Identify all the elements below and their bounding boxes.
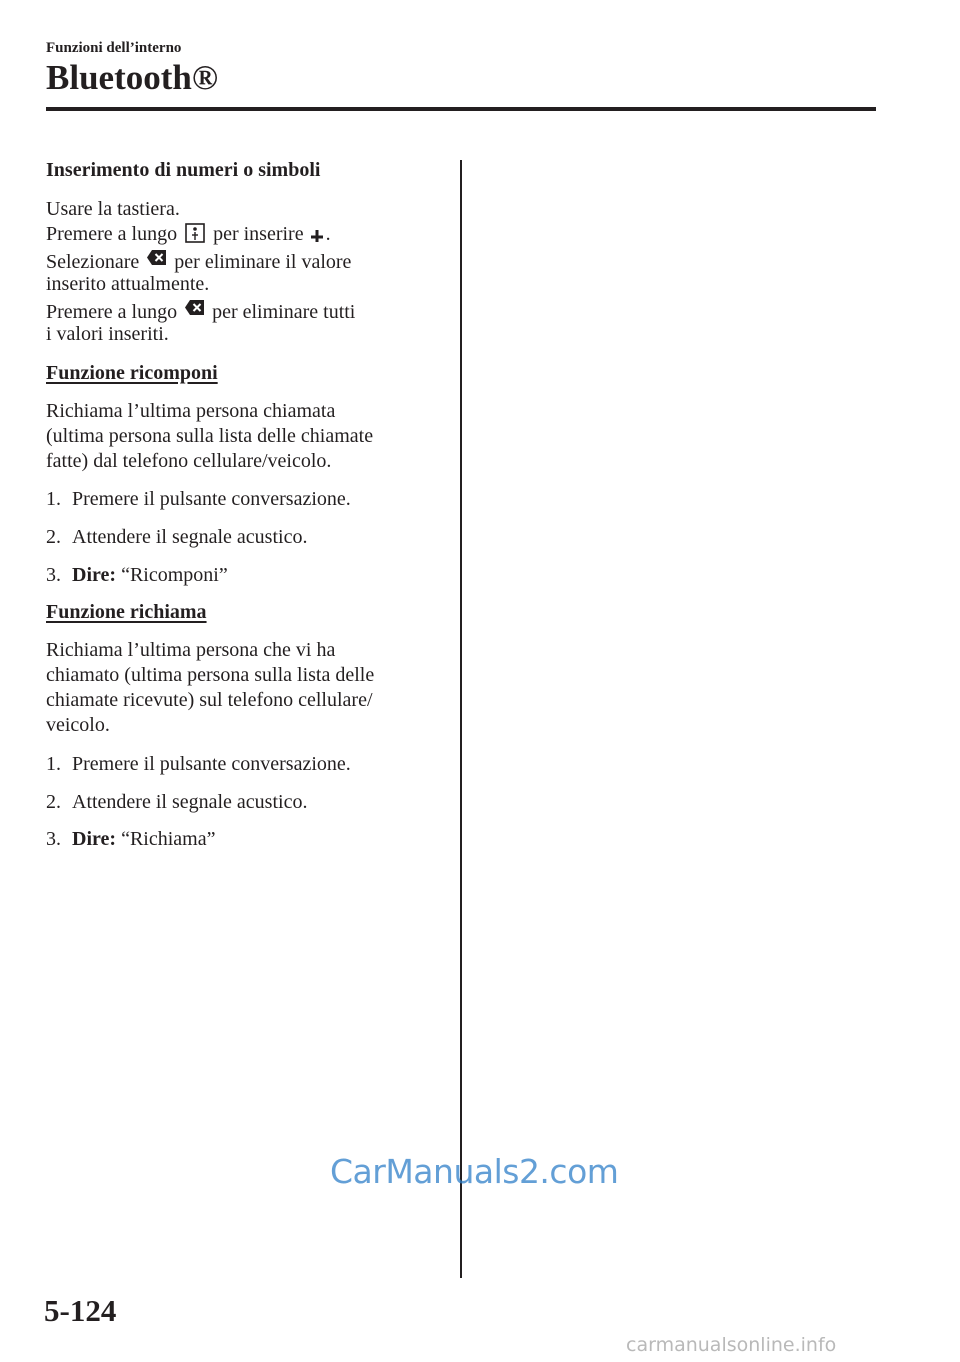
redial-heading: Funzione ricomponi — [46, 362, 218, 384]
site-watermark: carmanualsonline.info — [626, 1334, 837, 1356]
watermark-text: CarManuals2.com — [330, 1152, 619, 1191]
step-label: Dire: — [72, 564, 117, 586]
numbers-text-line — [46, 222, 331, 250]
step-number: 2. — [46, 526, 61, 548]
redial-step — [46, 563, 228, 588]
numbers-text-line: Usare la tastiera. — [46, 198, 180, 220]
numbers-text-fragment: Premere a lungo — [46, 301, 178, 323]
redial-desc-line: fatte) dal telefono cellulare/veicolo. — [46, 450, 332, 472]
callback-step — [46, 827, 215, 852]
redial-step — [46, 525, 307, 550]
header-rule — [46, 107, 876, 111]
step-label: Dire: — [72, 828, 117, 850]
redial-step — [46, 487, 351, 512]
page-number: 5-124 — [44, 1293, 117, 1328]
numbers-text-line — [46, 247, 351, 275]
callback-desc-line: chiamate ricevute) sul telefono cellulare/ — [46, 689, 373, 711]
callback-step — [46, 752, 351, 777]
step-text: Premere il pulsante conversazione. — [72, 753, 351, 775]
numbers-text-fragment: per inserire — [213, 223, 304, 245]
callback-desc-line: Richiama l’ultima persona che vi ha — [46, 639, 336, 661]
plus-key-icon — [185, 223, 205, 250]
step-text: Attendere il segnale acustico. — [72, 526, 308, 548]
step-text: Attendere il segnale acustico. — [72, 791, 308, 813]
numbers-text-fragment: Selezionare — [46, 251, 140, 273]
step-number: 3. — [46, 564, 61, 586]
chapter-title: Bluetooth® — [46, 58, 218, 97]
redial-desc-line: Richiama l’ultima persona chiamata — [46, 400, 336, 422]
step-text: Premere il pulsante conversazione. — [72, 488, 351, 510]
backspace-delete-icon — [185, 297, 204, 322]
step-number: 1. — [46, 488, 61, 510]
numbers-text-line: i valori inseriti. — [46, 323, 169, 345]
step-text: “Richiama” — [121, 828, 216, 850]
numbers-text-line: inserito attualmente. — [46, 273, 210, 295]
step-text: “Ricomponi” — [121, 564, 228, 586]
callback-desc-line: veicolo. — [46, 714, 110, 736]
numbers-text-fragment: per eliminare il valore — [174, 251, 352, 273]
numbers-text-fragment: . — [325, 223, 331, 245]
callback-step — [46, 790, 307, 815]
section-heading-numbers: Inserimento di numeri o simboli — [46, 159, 321, 181]
redial-desc-line: (ultima persona sulla lista delle chiamate — [46, 425, 374, 447]
numbers-text-line — [46, 297, 355, 325]
callback-desc-line: chiamato (ultima persona sulla lista delle — [46, 664, 375, 686]
numbers-text-fragment: Premere a lungo — [46, 223, 178, 245]
numbers-text-fragment: per eliminare tutti — [212, 301, 356, 323]
column-divider — [460, 160, 462, 1278]
step-number: 3. — [46, 828, 61, 850]
step-number: 1. — [46, 753, 61, 775]
section-label: Funzioni dell’interno — [46, 40, 182, 56]
backspace-delete-icon — [147, 247, 166, 272]
step-number: 2. — [46, 791, 61, 813]
callback-heading: Funzione richiama — [46, 601, 207, 623]
